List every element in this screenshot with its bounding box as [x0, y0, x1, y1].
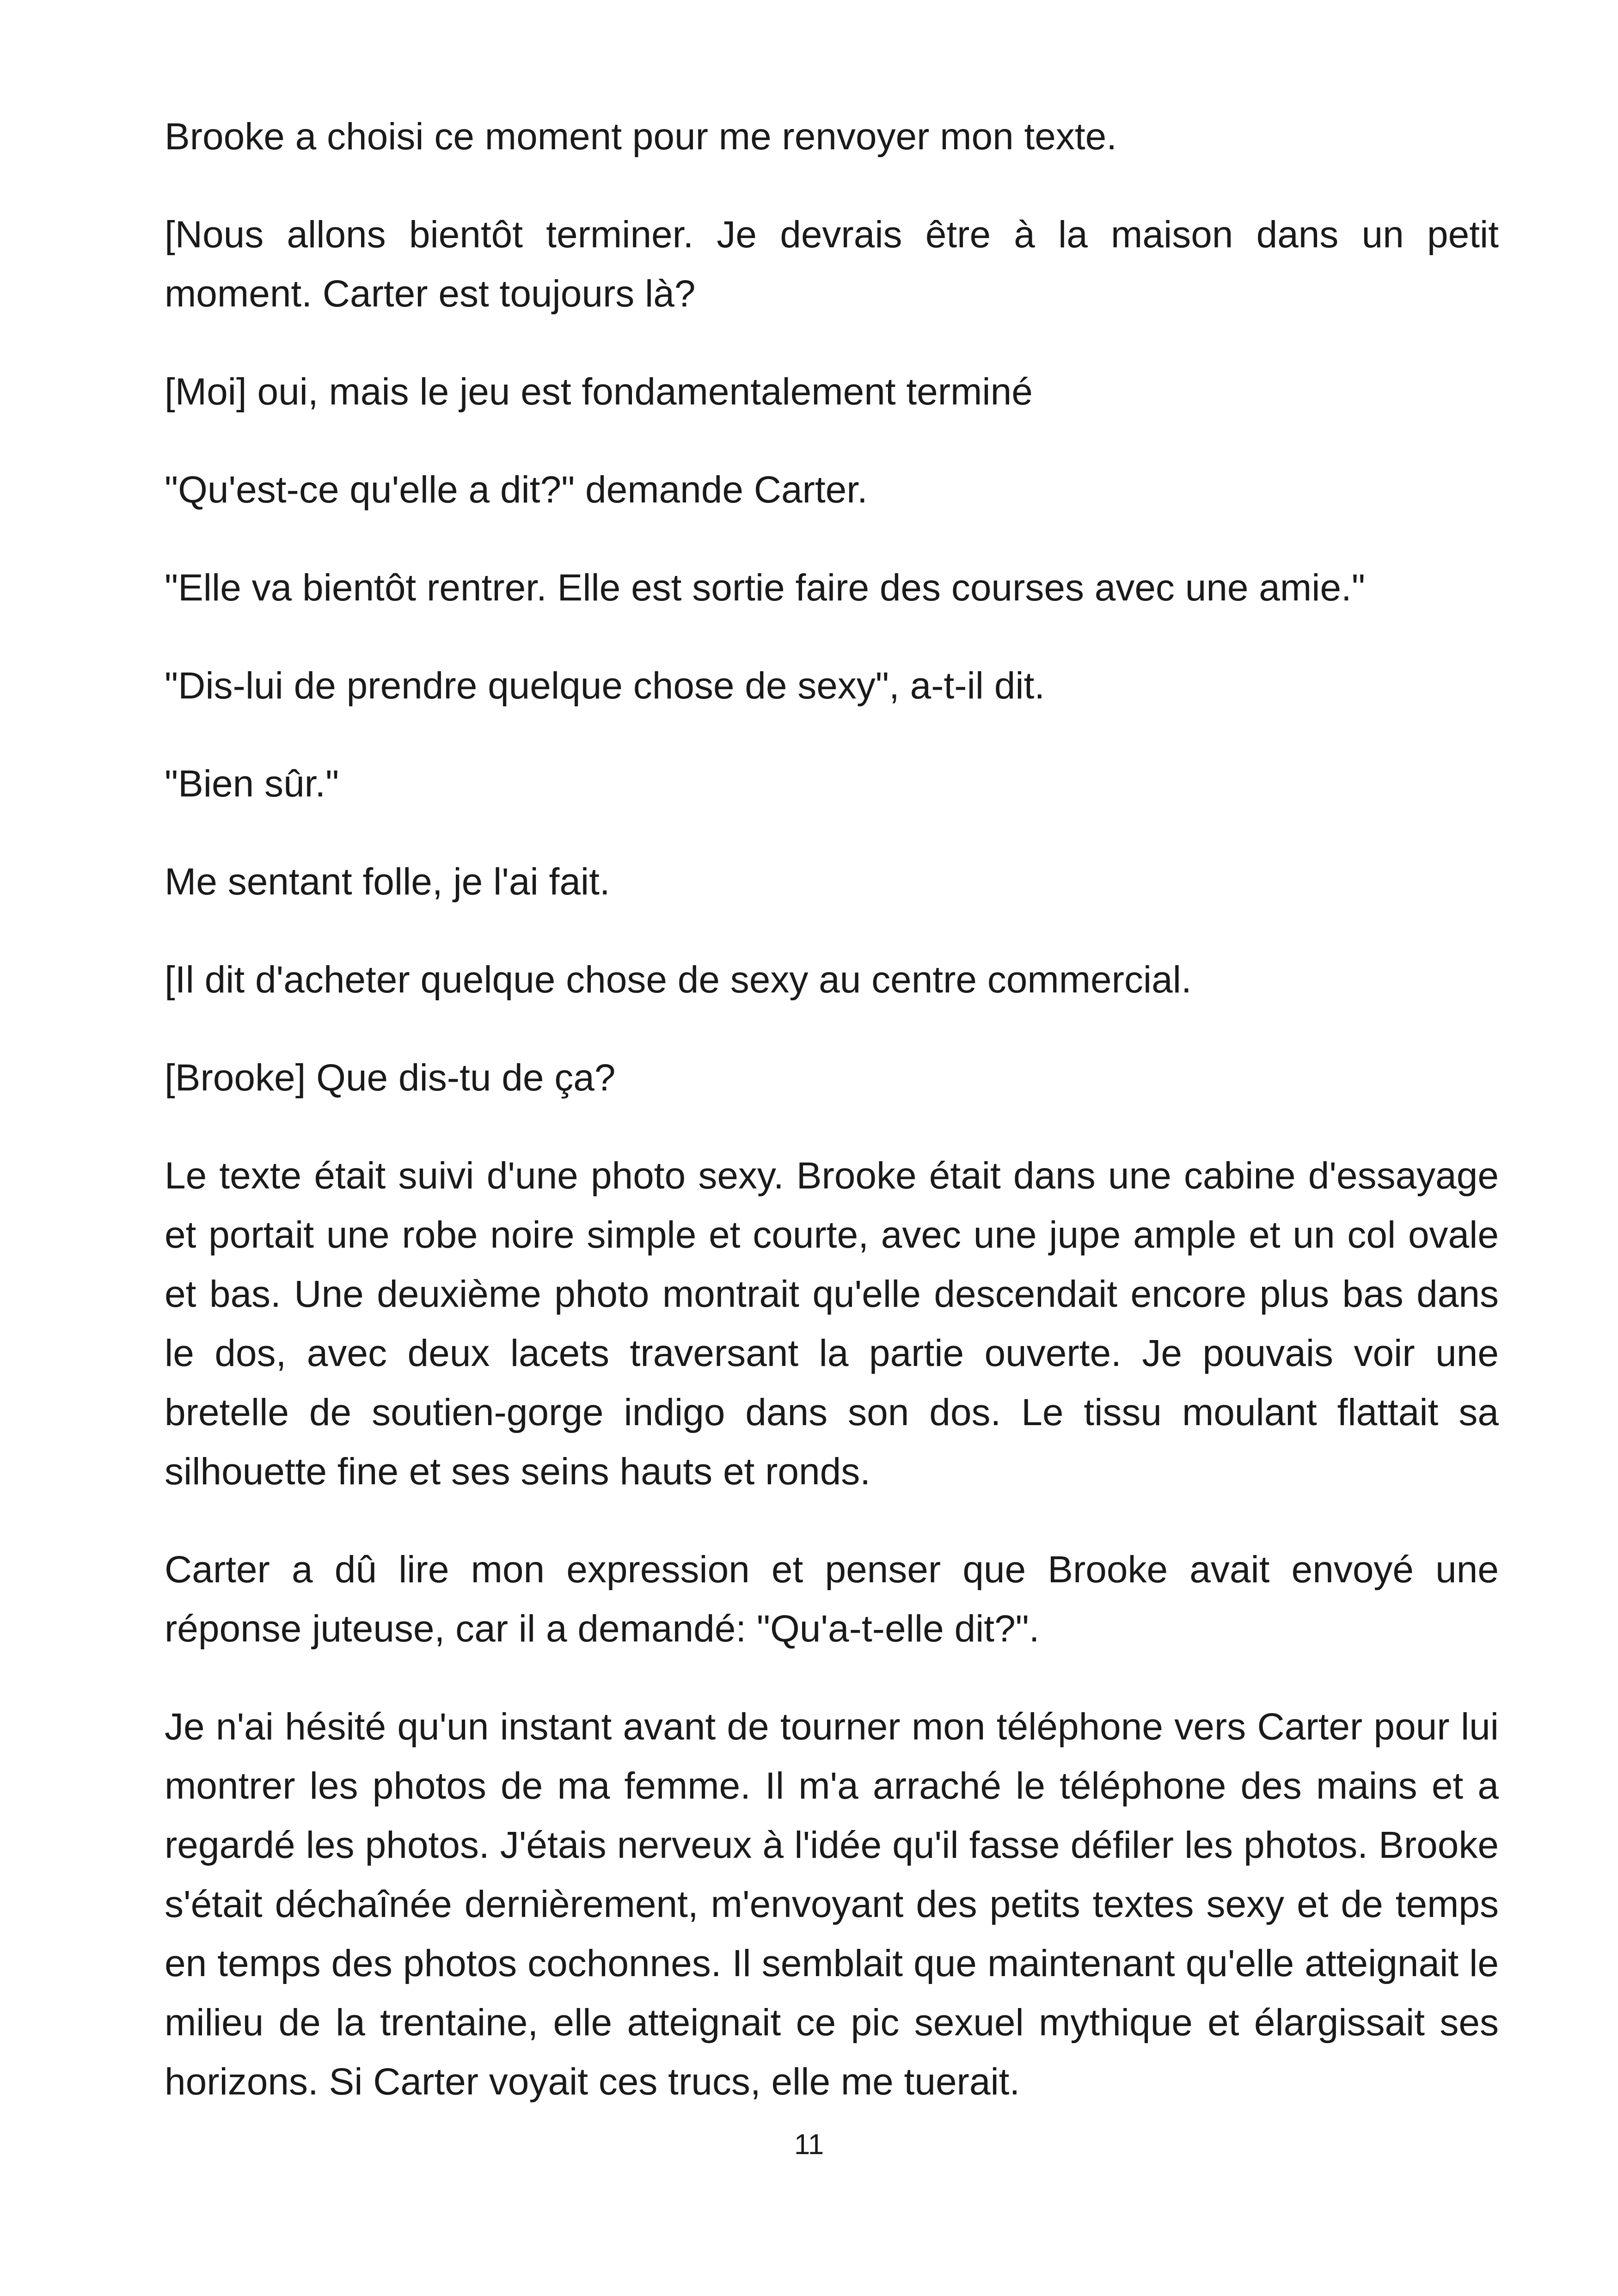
- paragraph-7: "Bien sûr.": [165, 763, 339, 805]
- paragraph-10: [Brooke] Que dis-tu de ça?: [165, 1057, 616, 1099]
- paragraph-3: [Moi] oui, mais le jeu est fondamentalement terminé: [165, 371, 1033, 413]
- paragraph-2: [Nous allons bientôt terminer. Je devrais être à la maison dans un petit moment. Carter est toujours là?: [165, 214, 1499, 315]
- page-number: 11: [794, 2129, 824, 2161]
- document-page-body: [165, 107, 1499, 2150]
- paragraph-4: "Qu'est-ce qu'elle a dit?" demande Carter.: [165, 469, 868, 511]
- paragraph-8: Me sentant folle, je l'ai fait.: [165, 861, 610, 903]
- paragraph-5: "Elle va bientôt rentrer. Elle est sortie faire des courses avec une amie.": [165, 567, 1365, 609]
- paragraph-1: Brooke a choisi ce moment pour me renvoyer mon texte.: [165, 116, 1117, 158]
- paragraph-13: Je n'ai hésité qu'un instant avant de tourner mon téléphone vers Carter pour lui montrer les photos de ma femme. Il m'a arraché le téléphone des mains et a regardé les photos. J'étais nerveux à l'idée qu'il fasse défiler les photos. Brooke s'était déchaînée dernièrement, m'envoyant des petits textes sexy et de temps en temps des photos cochonnes. Il semblait que maintenant qu'elle atteignait le milieu de la trentaine, elle atteignait ce pic sexuel mythique et élargissait ses horizons. Si Carter voyait ces trucs, elle me tuerait.: [165, 1706, 1499, 2103]
- paragraph-12: Carter a dû lire mon expression et penser que Brooke avait envoyé une réponse juteuse, car il a demandé: "Qu'a-t-elle dit?".: [165, 1549, 1499, 1650]
- paragraph-6: "Dis-lui de prendre quelque chose de sexy", a-t-il dit.: [165, 665, 1045, 707]
- paragraph-11: Le texte était suivi d'une photo sexy. Brooke était dans une cabine d'essayage et portait une robe noire simple et courte, avec une jupe ample et un col ovale et bas. Une deuxième photo montrait qu'elle descendait encore plus bas dans le dos, avec deux lacets traversant la partie ouverte. Je pouvais voir une bretelle de soutien-gorge indigo dans son dos. Le tissu moulant flattait sa silhouette fine et ses seins hauts et ronds.: [165, 1155, 1499, 1493]
- paragraph-9: [Il dit d'acheter quelque chose de sexy au centre commercial.: [165, 959, 1192, 1001]
